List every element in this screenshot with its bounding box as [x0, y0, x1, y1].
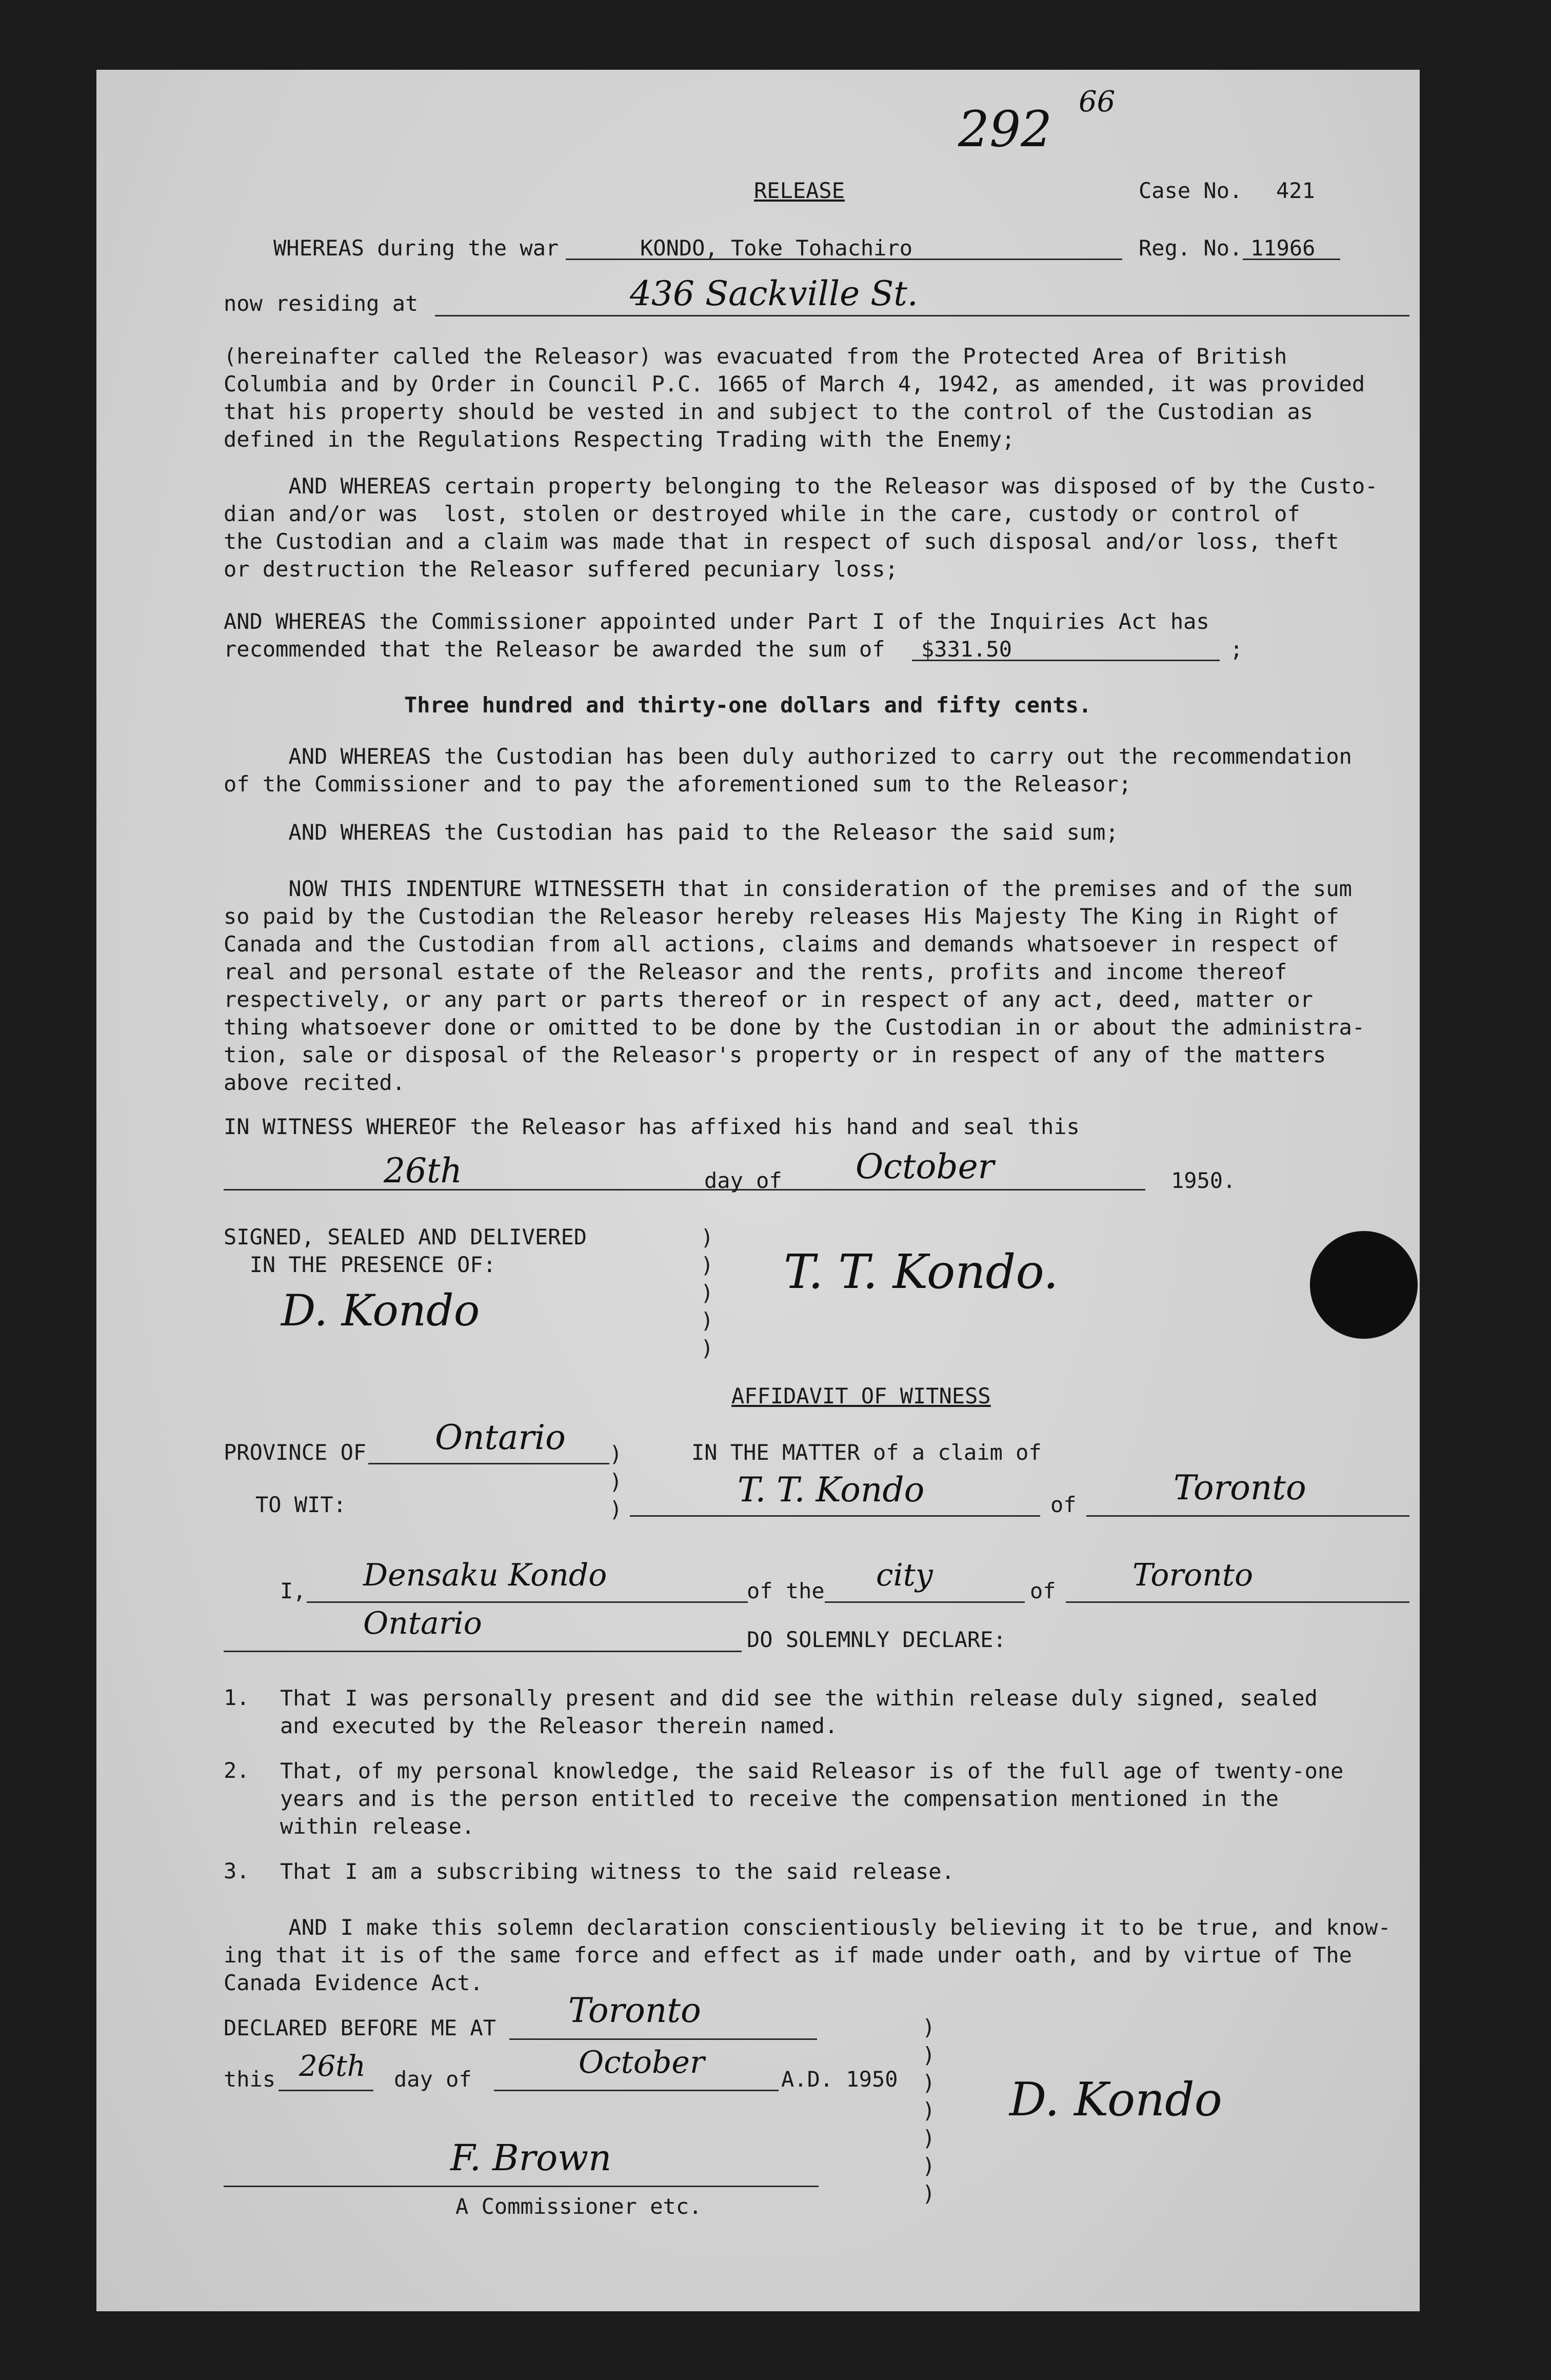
item-text-3: That I am a subscribing witness to the said release. — [280, 1859, 955, 1884]
claimant-city: Toronto — [1174, 1468, 1306, 1508]
claimant-city-line — [1086, 1515, 1409, 1517]
paragraph-commissioner-line2: recommended that the Releasor be awarded the sum of — [224, 637, 885, 662]
item-number-1: 1. — [224, 1685, 250, 1710]
claimant-name: T. T. Kondo — [738, 1470, 925, 1510]
commissioner-signature: F. Brown — [450, 2137, 612, 2179]
declarant-i-label: I, — [280, 1578, 306, 1603]
award-amount: $331.50 — [921, 637, 1012, 662]
release-title: RELEASE — [754, 178, 845, 203]
declarant-name-line — [307, 1601, 748, 1603]
declarant-city: Toronto — [1132, 1557, 1254, 1593]
day-of-label: day of — [704, 1168, 782, 1193]
amount-in-words: Three hundred and thirty-one dollars and fifty cents. — [404, 692, 1092, 718]
declarant-province-line — [224, 1651, 742, 1652]
witness-whereof-line: IN WITNESS WHEREOF the Releasor has affixed his hand and seal this — [224, 1114, 1080, 1139]
releasor-signature: T. T. Kondo. — [784, 1244, 1059, 1299]
page-number-superscript: 66 — [1079, 85, 1116, 118]
award-semicolon: ; — [1230, 637, 1243, 662]
province-value: Ontario — [435, 1418, 566, 1457]
declared-day-of-label: day of — [394, 2067, 472, 2092]
paragraph-property-loss: AND WHEREAS certain property belonging to the Releasor was disposed of by the Custo- dian and/or was lost, stolen or destroyed while in the care, custody or control of the Custodian and a claim was made that in respect of such disposal and/or loss, theft or destruction the Releasor suffered pecuniary loss; — [224, 473, 1378, 582]
declared-day: 26th — [299, 2050, 366, 2083]
document-page — [96, 70, 1420, 2311]
witness-year: 1950. — [1171, 1168, 1236, 1193]
to-wit-label: TO WIT: — [255, 1492, 347, 1517]
witness-month-line — [786, 1189, 1145, 1191]
seal-mark — [1310, 1231, 1418, 1339]
province-line — [368, 1463, 609, 1464]
paragraph-paid: AND WHEREAS the Custodian has paid to the Releasor the said sum; — [224, 820, 1119, 845]
declarant-of-label: of — [1030, 1578, 1056, 1603]
reg-number-label: Reg. No. — [1139, 235, 1243, 261]
declared-place-line — [509, 2038, 817, 2040]
paragraph-evacuation: (hereinafter called the Releasor) was evacuated from the Protected Area of British Columbia and by Order in Council P.C. 1665 of March 4, 1942, as amended, it was provided that his property should be vested in and subject to the control of the Custodian as defined in the Regulations Respecting Trading with the Enemy; — [224, 344, 1365, 452]
closing-paragraph: AND I make this solemn declaration conscientiously believing it to be true, and know- ing that it is of the same force and effect as if made under oath, and by virtue of The Canada Evidence Act. — [224, 1915, 1391, 1995]
declarant-signature: D. Kondo — [1009, 2073, 1222, 2127]
page-number: 292 — [958, 101, 1052, 158]
releasor-name: KONDO, Toke Tohachiro — [640, 235, 913, 261]
signed-sealed-label: SIGNED, SEALED AND DELIVERED — [224, 1224, 587, 1250]
paragraph-authorized: AND WHEREAS the Custodian has been duly authorized to carry out the recommendation of the Commissioner and to pay the aforementioned sum to the Releasor; — [224, 744, 1352, 797]
province-label: PROVINCE OF — [224, 1440, 367, 1465]
case-number-label: Case No. — [1139, 178, 1243, 203]
witness-signature: D. Kondo — [281, 1285, 480, 1336]
affidavit-title: AFFIDAVIT OF WITNESS — [731, 1383, 991, 1409]
of-the-label: of the — [747, 1578, 825, 1603]
in-presence-label: IN THE PRESENCE OF: — [224, 1252, 496, 1277]
item-number-3: 3. — [224, 1858, 250, 1883]
declarant-province: Ontario — [363, 1605, 482, 1641]
witness-day: 26th — [384, 1151, 463, 1191]
declared-day-line — [279, 2090, 373, 2091]
case-number-value: 421 — [1276, 178, 1315, 203]
paragraph-commissioner-line1: AND WHEREAS the Commissioner appointed under Part I of the Inquiries Act has — [224, 609, 1209, 634]
province-bracket: ) ) ) — [609, 1441, 623, 1522]
declarant-place-type: city — [876, 1557, 933, 1593]
matter-label: IN THE MATTER of a claim of — [691, 1440, 1042, 1465]
commissioner-label: A Commissioner etc. — [455, 2194, 702, 2219]
residing-line — [435, 315, 1409, 316]
declarant-name: Densaku Kondo — [363, 1557, 607, 1593]
whereas-label: WHEREAS during the war — [273, 235, 559, 261]
solemnly-declare-label: DO SOLEMNLY DECLARE: — [747, 1627, 1006, 1652]
this-label: this — [224, 2067, 276, 2092]
paragraph-indenture: NOW THIS INDENTURE WITNESSETH that in consideration of the premises and of the sum so paid by the Custodian the Releasor hereby releases His Majesty The King in Right of Canada and the Custodian from all actions, claims and demands whatsoever in respect of real and personal estate of the Releasor and the rents, profits and income thereof respectively, or any part or parts thereof or in respect of any act, deed, matter or thing whatsoever done or omitted to be done by the Custodian in or about the administra- tion, sale or disposal of the Releasor's property or in respect of any of the matters above recited. — [224, 876, 1365, 1095]
declarant-place-type-line — [825, 1601, 1025, 1603]
signature-bracket: ) ) ) ) ) — [701, 1225, 714, 1361]
reg-number-value: 11966 — [1250, 235, 1316, 261]
item-text-1: That I was personally present and did see the within release duly signed, sealed and executed by the Releasor therein named. — [280, 1685, 1318, 1738]
residing-address: 436 Sackville St. — [630, 274, 918, 313]
ad-year-label: A.D. 1950 — [781, 2067, 898, 2092]
item-text-2: That, of my personal knowledge, the said Releasor is of the full age of twenty-one years and is the person entitled to receive the compensation mentioned in the within release. — [280, 1758, 1344, 1839]
commissioner-line — [224, 2186, 819, 2187]
item-number-2: 2. — [224, 1758, 250, 1783]
claimant-of-label: of — [1050, 1492, 1077, 1517]
declared-place: Toronto — [568, 1991, 701, 2030]
declared-bracket: ) ) ) ) ) ) ) — [922, 2015, 936, 2206]
declared-before-label: DECLARED BEFORE ME AT — [224, 2015, 496, 2040]
witness-month: October — [856, 1147, 995, 1186]
declared-month: October — [579, 2045, 705, 2080]
declarant-city-line — [1066, 1601, 1409, 1603]
residing-label: now residing at — [224, 291, 419, 316]
claimant-name-line — [630, 1515, 1040, 1517]
declared-month-line — [494, 2090, 779, 2091]
